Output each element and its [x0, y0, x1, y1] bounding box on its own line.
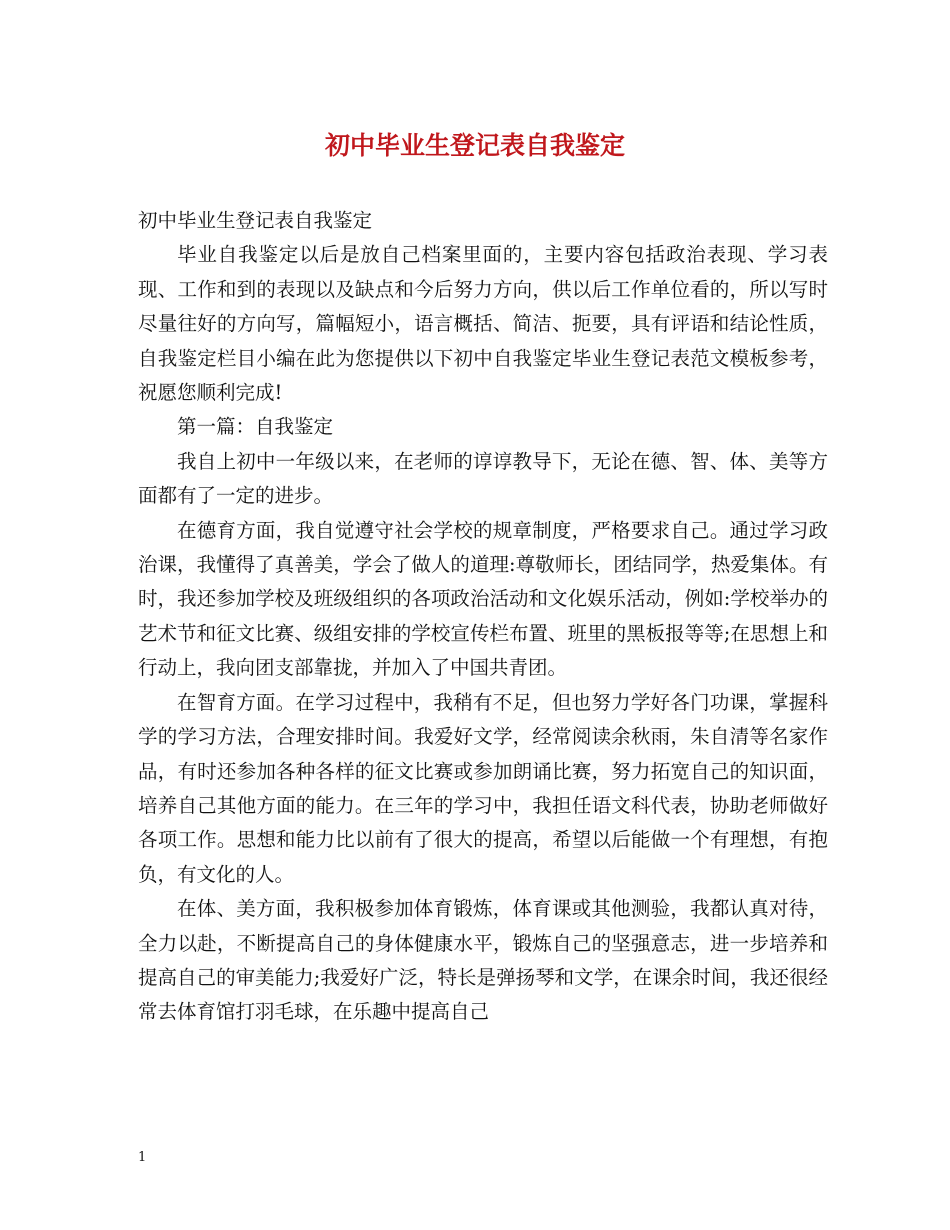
- page-number: 1: [138, 1150, 147, 1165]
- document-body: [138, 204, 828, 1030]
- document-title: 初中毕业生登记表自我鉴定: [324, 131, 625, 160]
- section-heading: 第一篇：自我鉴定: [177, 415, 334, 439]
- body-paragraph: 在德育方面，我自觉遵守社会学校的规章制度，严格要求自己。通过学习政治课，我懂得了真善美，学会了做人的道理:尊敬师长，团结同学，热爱集体。有时，我还参加学校及班级组织的各项政治活动和文化娱乐活动，例如:学校举办的艺术节和征文比赛、级组安排的学校宣传栏布置、班里的黑板报等等;在思想上和行动上，我向团支部靠拢，并加入了中国共青团。: [138, 518, 828, 680]
- body-paragraph: 在体、美方面，我积极参加体育锻炼，体育课或其他测验，我都认真对待，全力以赴，不断提高自己的身体健康水平，锻炼自己的坚强意志，进一步培养和提高自己的审美能力;我爱好广泛，特长是弹扬琴和文学，在课余时间，我还很经常去体育馆打羽毛球，在乐趣中提高自己: [138, 897, 828, 1024]
- body-heading-line: 初中毕业生登记表自我鉴定: [138, 209, 373, 232]
- body-paragraph: 毕业自我鉴定以后是放自己档案里面的，主要内容包括政治表现、学习表现、工作和到的表现以及缺点和今后努力方向，供以后工作单位看的，所以写时尽量往好的方向写，篇幅短小，语言概括、简洁、扼要，具有评语和结论性质，自我鉴定栏目小编在此为您提供以下初中自我鉴定毕业生登记表范文模板参考，祝愿您顺利完成!: [138, 243, 828, 405]
- body-paragraph: 我自上初中一年级以来，在老师的谆谆教导下，无论在德、智、体、美等方面都有了一定的进步。: [138, 449, 828, 508]
- body-paragraph: 在智育方面。在学习过程中，我稍有不足，但也努力学好各门功课，掌握科学的学习方法，合理安排时间。我爱好文学，经常阅读余秋雨，朱自清等名家作品，有时还参加各种各样的征文比赛或参加朗诵比赛，努力拓宽自己的知识面，培养自己其他方面的能力。在三年的学习中，我担任语文科代表，协助老师做好各项工作。思想和能力比以前有了很大的提高，希望以后能做一个有理想，有抱负，有文化的人。: [138, 690, 828, 886]
